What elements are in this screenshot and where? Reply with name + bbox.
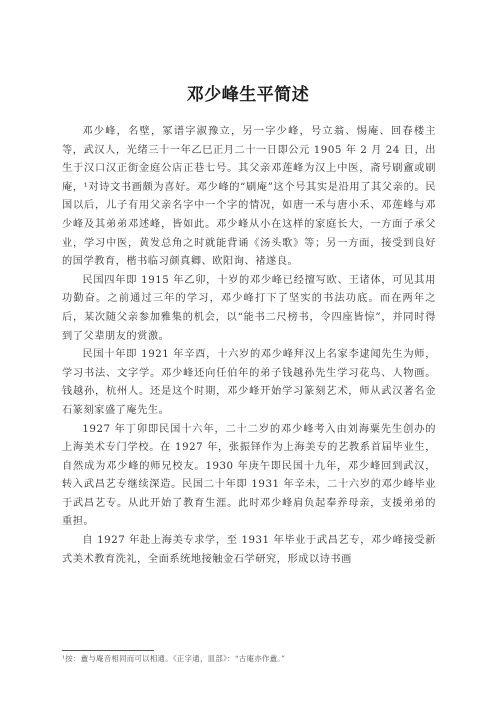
body-text: [62, 123, 436, 569]
paragraph-1: 邓少峰，名壁，冢谱字淑豫立，另一字少峰，号立翁、惕庵、回春楼主等，武汉人，光绪三十一年乙巳正月二十一日即公元 1905 年 2 月 24 日，出生于汉口汉正街金庭公店正巷七号。其父亲邓莲峰为汉上中医，斋号刷盦或刷庵，¹对诗文书画颇为喜好。邓少峰的“刷庵”这个号其实是沿用了其父亲的。民国以后，儿子有用父亲名字中一个字的情况，如唐一禾与唐小禾、邓莲峰与邓少峰及其弟弟邓述峰，皆如此。邓少峰从小在这样的家庭长大，一方面子承父业，学习中医，黄发总角之时就能背诵《汤头歌》等；另一方面，接受到良好的国学教育，楷书临习颜真卿、欧阳询、褚遂良。: [62, 126, 436, 268]
paragraph-4: 1927 年丁卯即民国十六年，二十二岁的邓少峰考入由刘海粟先生创办的上海美术专门学校。在 1927 年，张振铎作为上海美专的艺教系首届毕业生，自然成为邓少峰的师兄校友。1930 年庚午即民国十九年，邓少峰回到武汉，转入武昌艺专继续深造。民国二十年即 1931 年辛未，二十六岁的邓少峰毕业于武昌艺专。从此开始了教育生涯。此时邓少峰肩负起奉养母亲，支援弟弟的重担。: [62, 423, 436, 528]
page-title: 邓少峰生平简述: [186, 85, 310, 105]
paragraph-5: 自 1927 年赴上海美专求学，至 1931 年毕业于武昌艺专，邓少峰接受新式美术教育洗礼，全面系统地接触金石学研究，形成以诗书画: [62, 535, 436, 565]
footnote: ¹按：盦与庵音相同而可以相通。《正字通，皿部》：“古庵亦作盦。”: [62, 654, 286, 663]
paragraph-2: 民国四年即 1915 年乙卯，十岁的邓少峰已经擅写欧、王诸体，可见其用功勤奋。之前通过三年的学习，邓少峰打下了坚实的书法功底。而在两年之后，某次随父亲参加雅集的机会，以“能书二尺榜书，令四座皆惊”，并同时得到了父辈朋友的赏激。: [62, 274, 436, 342]
footnote-divider: [62, 650, 154, 651]
paragraph-3: 民国十年即 1921 年辛酉，十六岁的邓少峰拜汉上名家李逮闻先生为师，学习书法、文字学。邓少峰还向任伯年的弟子钱越孙先生学习花鸟、人物画。钱越孙，杭州人。还是这个时期，邓少峰开始学习篆刻艺术，师从武汉著名金石篆刻家盛了庵先生。: [62, 349, 436, 416]
